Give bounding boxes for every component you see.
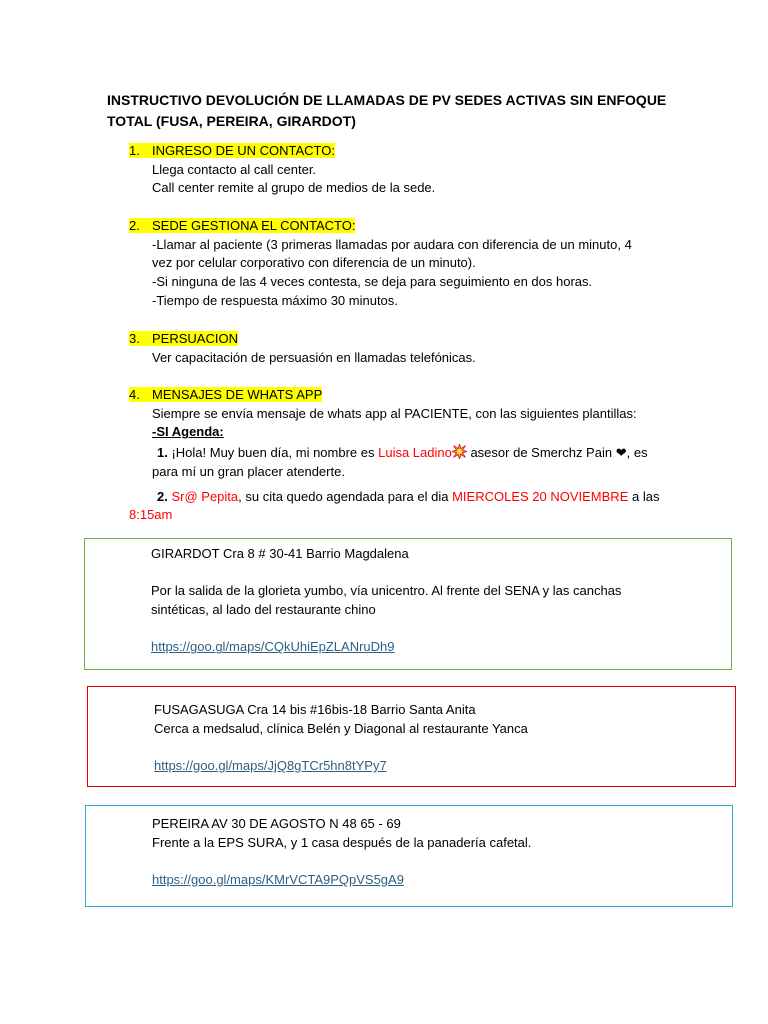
maps-link[interactable]: https://goo.gl/maps/CQkUhiEpZLANruDh9	[151, 639, 395, 655]
section-heading: 1. INGRESO DE UN CONTACTO:	[129, 143, 335, 158]
location-header: PEREIRA AV 30 DE AGOSTO N 48 65 - 69	[152, 816, 401, 831]
location-header: FUSAGASUGA Cra 14 bis #16bis-18 Barrio Santa Anita	[154, 702, 476, 717]
section-heading: 2. SEDE GESTIONA EL CONTACTO:	[129, 218, 356, 233]
location-box-pereira: PEREIRA AV 30 DE AGOSTO N 48 65 - 69 Frente a la EPS SURA, y 1 casa después de la panadería cafetal. https://goo.gl/maps/KMrVCTA9PQpVS5gA9	[85, 805, 733, 907]
section-1	[129, 142, 674, 198]
collision-icon	[452, 444, 467, 459]
maps-link[interactable]: https://goo.gl/maps/JjQ8gTCr5hn8tYPy7	[154, 758, 387, 774]
section-heading: 3. PERSUACION	[129, 331, 238, 346]
maps-link[interactable]: https://goo.gl/maps/KMrVCTA9PQpVS5gA9	[152, 872, 404, 888]
template-message-1: 1. ¡Hola! Muy buen día, mi nombre es Luisa Ladino asesor de Smerchz Pain ❤, es	[157, 445, 648, 461]
section-body: Ver capacitación de persuasión en llamadas telefónicas.	[152, 349, 476, 365]
black-heart-icon: ❤	[615, 445, 627, 461]
section-3	[129, 330, 674, 367]
document-title: INSTRUCTIVO DEVOLUCIÓN DE LLAMADAS DE PV SEDES ACTIVAS SIN ENFOQUE TOTAL (FUSA, PEREIRA, GIRARDOT)	[107, 92, 667, 129]
location-header: GIRARDOT Cra 8 # 30-41 Barrio Magdalena	[151, 546, 409, 561]
section-4	[129, 386, 674, 525]
location-box-fusagasuga: FUSAGASUGA Cra 14 bis #16bis-18 Barrio Santa Anita Cerca a medsalud, clínica Belén y Diagonal al restaurante Yanca https://goo.gl/maps/JjQ8gTCr5hn8tYPy7	[87, 686, 736, 787]
si-agenda-label: -SI Agenda:	[152, 424, 224, 440]
location-box-girardot: GIRARDOT Cra 8 # 30-41 Barrio Magdalena Por la salida de la glorieta yumbo, vía unicentro. Al frente del SENA y las canchas sintéticas, al lado del restaurante chino https://goo.gl/maps/CQkUhiEpZLANruDh9	[84, 538, 732, 670]
section-body: Llega contacto al call center. Call center remite al grupo de medios de la sede.	[152, 161, 436, 196]
section-heading: 4. MENSAJES DE WHATS APP	[129, 387, 323, 402]
section-2	[129, 217, 674, 311]
section-body: Siempre se envía mensaje de whats app al PACIENTE, con las siguientes plantillas: -SI Agenda: 1. ¡Hola! Muy buen día, mi nombre es Luisa Ladino asesor de Smerchz Pain ❤, es para mí un gran placer atenderte. 2. Sr@ Pepita, su cita quedo agendada para el dia MIERCOLES 20 NOVIEMBRE a las 8:15am	[129, 405, 674, 525]
section-body: -Llamar al paciente (3 primeras llamadas por audara con diferencia de un minuto, 4 vez por celular corporativo con diferencia de un minuto). -Si ninguna de las 4 veces contesta, se deja para seguimiento en dos horas. -Tiempo de respuesta máximo 30 minutos.	[152, 236, 632, 308]
template-message-2: 2. Sr@ Pepita, su cita quedo agendada para el dia MIERCOLES 20 NOVIEMBRE a las	[157, 488, 660, 504]
